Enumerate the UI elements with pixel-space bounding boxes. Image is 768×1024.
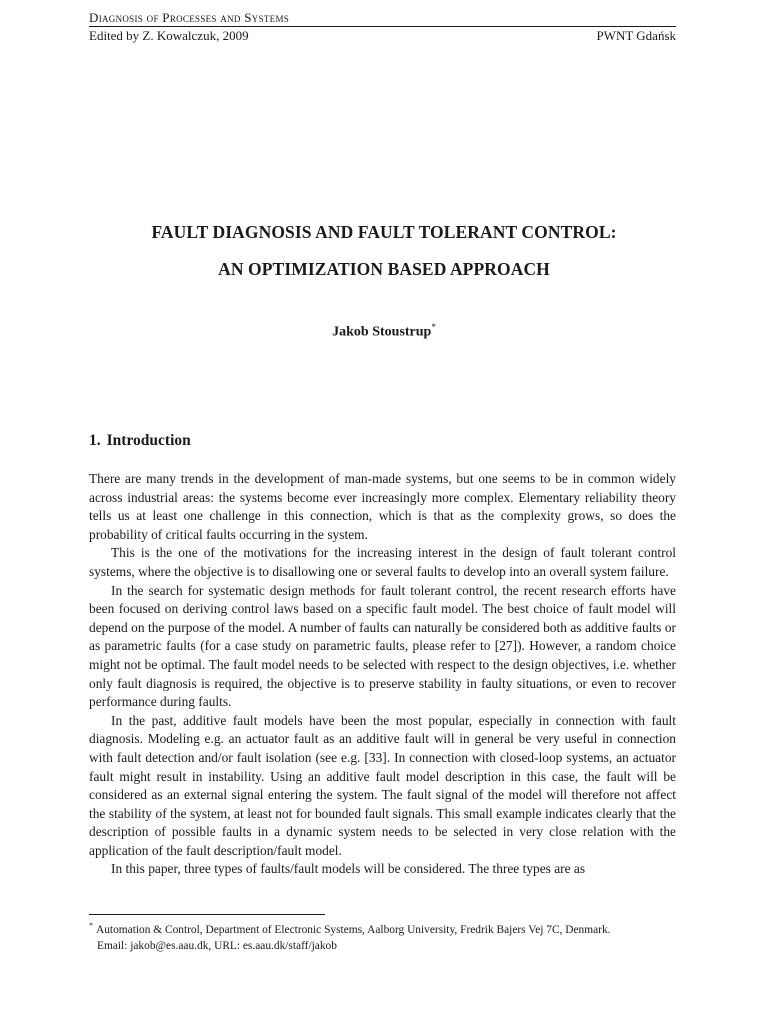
paragraph: In this paper, three types of faults/fault models will be considered. The three types are as xyxy=(111,861,586,877)
header-rule xyxy=(89,26,676,27)
paragraph: There are many trends in the development of man-made systems, but one seems to be in common widely across industrial areas: the systems become ever increasingly more complex. Elementary reliability theory tells us at least one challenge in this connection, which is that as the complexity grows, so does the probability of critical faults occurring in the system. xyxy=(89,471,676,542)
body-text xyxy=(89,470,676,879)
paragraph: This is the one of the motivations for the increasing interest in the design of fault tolerant control systems, where the objective is to disallowing one or several faults to develop into an overall system failure. xyxy=(89,545,676,579)
paper-title-line-1: FAULT DIAGNOSIS AND FAULT TOLERANT CONTROL: xyxy=(151,222,617,242)
section-title: Introduction xyxy=(106,432,191,449)
author-footnote-mark: * xyxy=(431,322,436,332)
author-name: Jakob Stoustrup xyxy=(332,324,432,340)
author xyxy=(0,322,768,341)
footnote-line-1 xyxy=(89,918,679,938)
section-number: 1. xyxy=(89,432,101,449)
publisher: PWNT Gdańsk xyxy=(596,28,676,43)
footnote-rule xyxy=(89,914,325,915)
section-heading xyxy=(89,432,191,450)
footnote-affiliation: Automation & Control, Department of Electronic Systems, Aalborg University, Fredrik Bajers Vej 7C, Denmark. xyxy=(96,923,611,936)
footnote-contact: Email: jakob@es.aau.dk, URL: es.aau.dk/staff/jakob xyxy=(97,939,337,952)
paragraph: In the past, additive fault models have been the most popular, especially in connection with fault diagnosis. Modeling e.g. an actuator fault as an additive fault will in general be very useful in connection with fault detection and/or fault isolation (see e.g. [33]. In connection with closed-loop systems, an actuator fault might result in instability. Using an additive fault model description in this case, the fault will be considered as an external signal entering the system. The fault signal of the model will therefore not affect the stability of the system, at least not for bounded fault signals. This small example indicates clearly that the description of possible faults in a dynamic system needs to be selected in very close relation with the application of the fault description/fault model. xyxy=(89,712,676,858)
footnote-mark: * xyxy=(89,921,93,930)
paper-title-line-2: AN OPTIMIZATION BASED APPROACH xyxy=(218,259,550,279)
paragraph: In the search for systematic design methods for fault tolerant control, the recent research efforts have been focused on deriving control laws based on a specific fault model. The best choice of fault model will depend on the purpose of the model. A number of faults can naturally be considered both as additive faults or as parametric faults (for a case study on parametric faults, please refer to [27]). However, a random choice might not be optimal. The fault model needs to be selected with respect to the design objectives, i.e. whether only fault diagnosis is required, the objective is to preserve stability in faulty situations, or even to recover performance during faults. xyxy=(89,582,676,710)
running-header-line xyxy=(89,28,676,44)
editor-credit: Edited by Z. Kowalczuk, 2009 xyxy=(89,28,249,43)
running-header-series: Diagnosis of Processes and Systems xyxy=(89,10,290,25)
footnote xyxy=(89,918,679,954)
